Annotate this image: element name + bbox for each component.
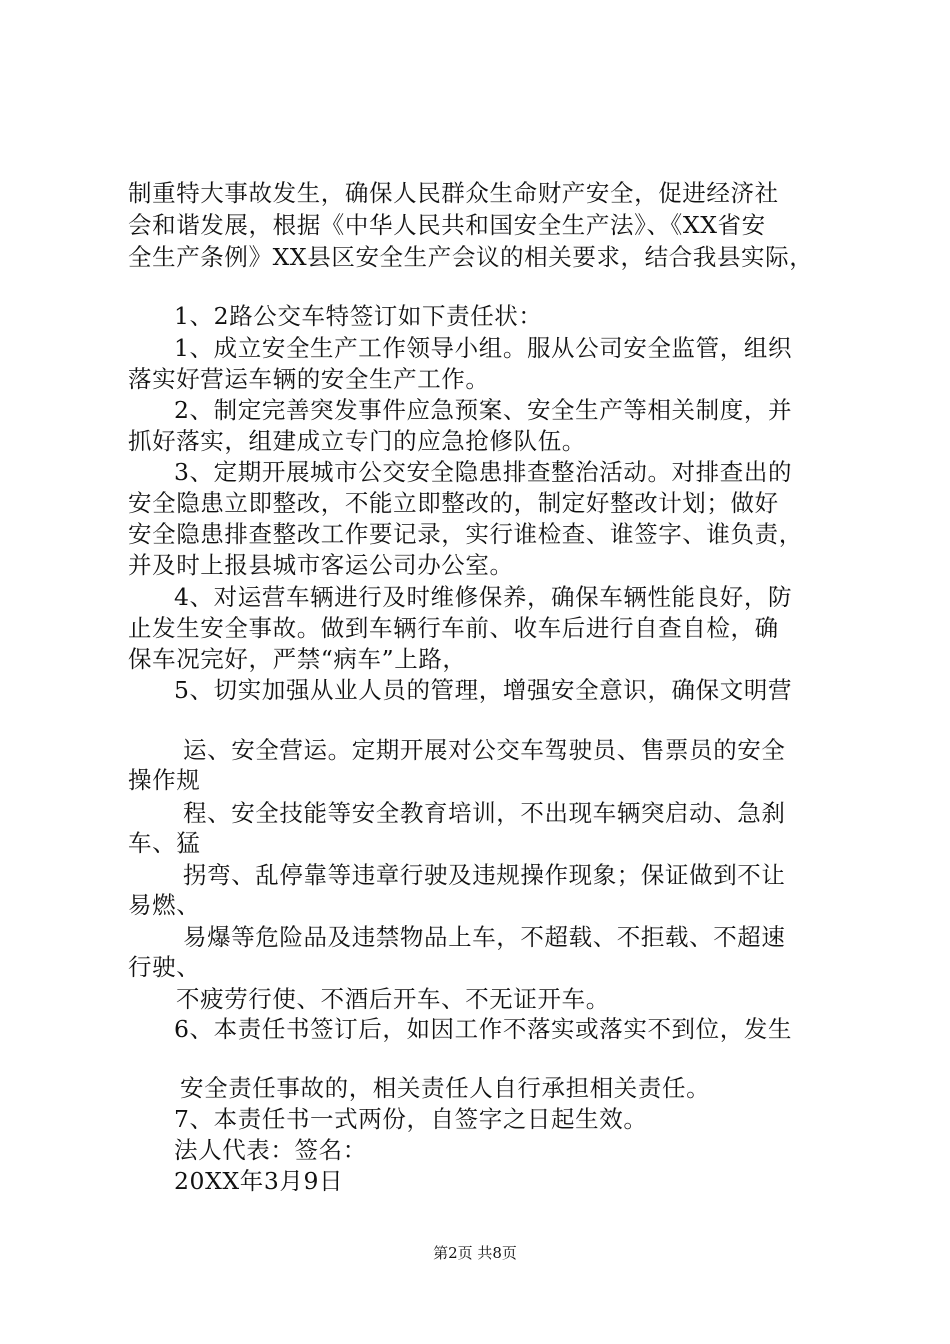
paragraph-line: 安全责任事故的，相关责任人自行承担相关责任。 bbox=[180, 1074, 711, 1102]
paragraph-line: 落实好营运车辆的安全生产工作。 bbox=[128, 365, 490, 393]
signing-date: 20XX年3月9日 bbox=[174, 1167, 344, 1195]
paragraph-line: 行驶、 bbox=[128, 953, 201, 981]
paragraph-line: 易燃、 bbox=[128, 891, 201, 919]
paragraph-line: 车、猛 bbox=[128, 829, 201, 857]
paragraph-line: 操作规 bbox=[128, 766, 201, 794]
intro-line: 会和谐发展，根据《中华人民共和国安全生产法》、《XX省安 bbox=[128, 211, 766, 239]
paragraph-line: 1、成立安全生产工作领导小组。服从公司安全监管，组织 bbox=[174, 334, 793, 362]
paragraph-line: 程、安全技能等安全教育培训，不出现车辆突启动、急刹 bbox=[183, 799, 786, 827]
paragraph-line: 易爆等危险品及违禁物品上车，不超载、不拒载、不超速 bbox=[183, 923, 786, 951]
signature-label: 法人代表：签名： bbox=[174, 1136, 367, 1164]
paragraph-line: 7、本责任书一式两份，自签字之日起生效。 bbox=[174, 1105, 648, 1133]
section-heading: 1、2路公交车特签订如下责任状： bbox=[174, 302, 543, 330]
paragraph-line: 并及时上报县城市客运公司办公室。 bbox=[128, 551, 514, 579]
intro-line: 制重特大事故发生，确保人民群众生命财产安全，促进经济社 bbox=[128, 179, 779, 207]
paragraph-line: 5、切实加强从业人员的管理，增强安全意识，确保文明营 bbox=[174, 676, 793, 704]
paragraph-line: 拐弯、乱停靠等违章行驶及违规操作现象；保证做到不让 bbox=[183, 861, 786, 889]
paragraph-line: 4、对运营车辆进行及时维修保养，确保车辆性能良好，防 bbox=[174, 583, 793, 611]
intro-line: 全生产条例》XX县区安全生产会议的相关要求，结合我县实际， bbox=[128, 243, 814, 271]
page-footer: 第2页 共8页 bbox=[433, 1244, 517, 1262]
paragraph-line: 安全隐患立即整改，不能立即整改的，制定好整改计划；做好 bbox=[128, 489, 779, 517]
paragraph-line: 安全隐患排查整改工作要记录，实行谁检查、谁签字、谁负责， bbox=[128, 520, 803, 548]
paragraph-line: 运、安全营运。定期开展对公交车驾驶员、售票员的安全 bbox=[183, 736, 786, 764]
paragraph-line: 3、定期开展城市公交安全隐患排查整治活动。对排查出的 bbox=[174, 458, 793, 486]
paragraph-line: 止发生安全事故。做到车辆行车前、收车后进行自查自检，确 bbox=[128, 614, 779, 642]
paragraph-line: 不疲劳行使、不酒后开车、不无证开车。 bbox=[176, 985, 610, 1013]
paragraph-line: 保车况完好，严禁“病车”上路， bbox=[128, 645, 467, 673]
paragraph-line: 2、制定完善突发事件应急预案、安全生产等相关制度，并 bbox=[174, 396, 793, 424]
paragraph-line: 6、本责任书签订后，如因工作不落实或落实不到位，发生 bbox=[174, 1015, 793, 1043]
paragraph-line: 抓好落实，组建成立专门的应急抢修队伍。 bbox=[128, 427, 586, 455]
